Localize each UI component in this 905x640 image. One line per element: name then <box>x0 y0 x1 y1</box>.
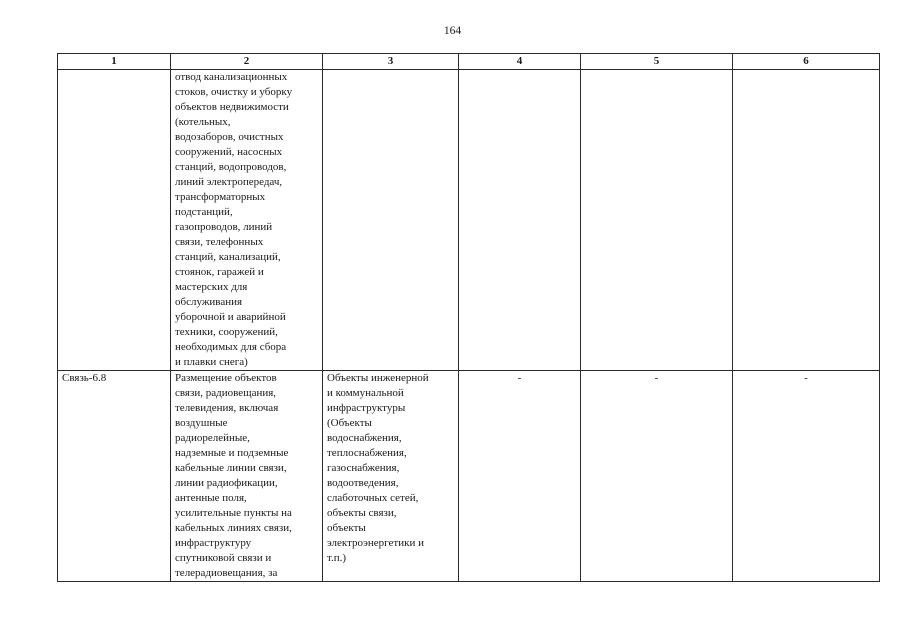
cell-text-line: водоснабжения, <box>327 432 402 444</box>
cell-text-line: телевидения, включая <box>175 402 279 414</box>
cell-text-line: водоотведения, <box>327 477 399 489</box>
cell-text-line: надземные и подземные <box>175 447 289 459</box>
cell-text-line: Размещение объектов <box>175 372 277 384</box>
header-col-5: 5 <box>581 54 733 70</box>
cell-text-line: воздушные <box>175 417 228 429</box>
cell-text-line: линий электропередач, <box>175 176 283 188</box>
cell-text-line: (котельных, <box>175 116 231 128</box>
cell-text-line: т.п.) <box>327 552 347 564</box>
cell-related-objects <box>323 70 459 371</box>
cell-text-line: кабельных линиях связи, <box>175 522 292 534</box>
cell-text-line: подстанций, <box>175 206 233 218</box>
cell-text-line: спутниковой связи и <box>175 552 272 564</box>
cell-text-line: и коммунальной <box>327 387 404 399</box>
cell-text-line: сооружений, насосных <box>175 146 283 158</box>
cell-text-line: обслуживания <box>175 296 243 308</box>
cell-text-line: (Объекты <box>327 417 372 429</box>
cell-text-line: слаботочных сетей, <box>327 492 419 504</box>
cell-text-line: инфраструктуру <box>175 537 252 549</box>
cell-text-line: объекты <box>327 522 366 534</box>
page-number: 164 <box>443 25 462 37</box>
cell-text-line: радиорелейные, <box>175 432 250 444</box>
cell-code <box>58 70 171 371</box>
cell-column-5 <box>581 70 733 371</box>
cell-text-line: объекты связи, <box>327 507 397 519</box>
header-col-4: 4 <box>459 54 581 70</box>
cell-text-line: водозаборов, очистных <box>175 131 284 143</box>
header-row <box>58 54 880 70</box>
header-col-6: 6 <box>733 54 880 70</box>
cell-text-line: газоснабжения, <box>327 462 400 474</box>
cell-text-line: связи, телефонных <box>175 236 264 248</box>
cell-text-line: Объекты инженерной <box>327 372 429 384</box>
cell-text-line: необходимых для сбора <box>175 341 287 353</box>
header-col-2: 2 <box>171 54 323 70</box>
cell-text-line: кабельные линии связи, <box>175 462 287 474</box>
cell-text-line: и плавки снега) <box>175 356 248 368</box>
cell-text-line: антенные поля, <box>175 492 247 504</box>
cell-text-line: газопроводов, линий <box>175 221 273 233</box>
cell-text-line: станций, водопроводов, <box>175 161 287 173</box>
header-col-1: 1 <box>58 54 171 70</box>
table-row <box>58 70 880 371</box>
cell-text-line: техники, сооружений, <box>175 326 278 338</box>
cell-text-line: линии радиофикации, <box>175 477 278 489</box>
cell-description <box>171 70 323 371</box>
cell-text-line: связи, радиовещания, <box>175 387 277 399</box>
cell-column-4: - <box>459 371 581 582</box>
table-row <box>58 371 880 582</box>
cell-text-line: стоков, очистку и уборку <box>175 86 293 98</box>
cell-description <box>171 371 323 582</box>
cell-text-line: объектов недвижимости <box>175 101 289 113</box>
zoning-table <box>57 53 880 582</box>
cell-text-line: усилительные пункты на <box>175 507 292 519</box>
cell-column-6 <box>733 70 880 371</box>
cell-text-line: телерадиовещания, за <box>175 567 278 579</box>
cell-text-line: уборочной и аварийной <box>175 311 286 323</box>
cell-text-line: электроэнергетики и <box>327 537 424 549</box>
cell-text-line: станций, канализаций, <box>175 251 281 263</box>
cell-text-line: инфраструктуры <box>327 402 406 414</box>
cell-text-line: стоянок, гаражей и <box>175 266 264 278</box>
cell-column-6: - <box>733 371 880 582</box>
cell-text-line: мастерских для <box>175 281 248 293</box>
cell-related-objects <box>323 371 459 582</box>
cell-text-line: отвод канализационных <box>175 71 288 83</box>
cell-column-4 <box>459 70 581 371</box>
cell-code: Связь-6.8 <box>58 371 171 582</box>
cell-text-line: теплоснабжения, <box>327 447 407 459</box>
cell-text-line: трансформаторных <box>175 191 266 203</box>
header-col-3: 3 <box>323 54 459 70</box>
page-edge <box>893 0 894 640</box>
cell-column-5: - <box>581 371 733 582</box>
